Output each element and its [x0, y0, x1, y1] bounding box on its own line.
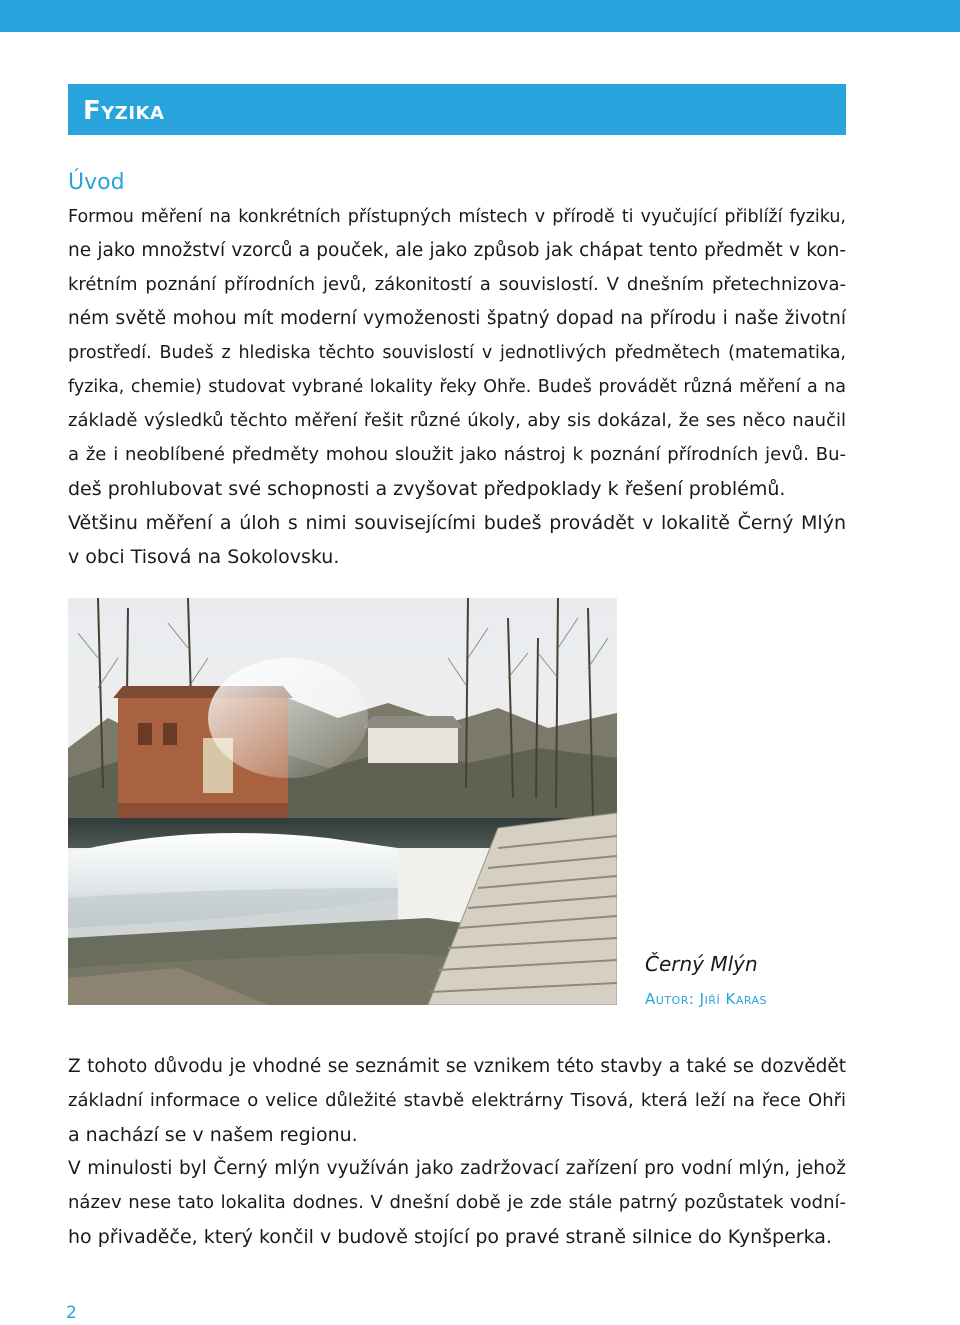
intro-line: Většinu měření a úloh s nimi souvisejícími budeš provádět v lokalitě Černý Mlýn	[68, 512, 846, 534]
body-paragraph	[68, 1050, 846, 1254]
intro-paragraph	[68, 200, 846, 574]
intro-heading: Úvod	[68, 170, 125, 195]
body-line: a nachází se v našem regionu.	[68, 1124, 358, 1146]
intro-line: fyzika, chemie) studovat vybrané lokality řeky Ohře. Budeš provádět různá měření a na	[68, 377, 846, 397]
top-accent-bar	[0, 0, 960, 32]
page-number: 2	[66, 1303, 77, 1323]
intro-line: krétním poznání přírodních jevů, zákonitostí a souvislostí. V dnešním přetechnizova-	[68, 274, 846, 295]
intro-line: Formou měření na konkrétních přístupných místech v přírodě ti vyučující přiblíží fyziku,	[68, 207, 846, 227]
photo-caption-title: Černý Mlýn	[645, 952, 758, 976]
intro-line: deš prohlubovat své schopnosti a zvyšovat předpoklady k řešení problémů.	[68, 478, 786, 500]
body-line: ho přivaděče, který končil v budově stojící po pravé straně silnice do Kynšperka.	[68, 1226, 832, 1248]
body-line: V minulosti byl Černý mlýn využíván jako zadržovací zařízení pro vodní mlýn, jehož	[68, 1158, 846, 1179]
photo-caption-author: Autor: Jiří Karas	[645, 990, 768, 1008]
intro-line: ném světě mohou mít moderní vymoženosti špatný dopad na přírodu i naše životní	[68, 308, 846, 329]
section-title: Fyzika	[83, 96, 165, 126]
intro-line: a že i neoblíbené předměty mohou sloužit jako nástroj k poznání přírodních jevů. Bu-	[68, 444, 846, 465]
intro-line: základě výsledků těchto měření řešit různé úkoly, aby sis dokázal, že ses něco naučil	[68, 410, 846, 431]
intro-line: ne jako množství vzorců a pouček, ale jako způsob jak chápat tento předmět v kon-	[68, 240, 846, 261]
body-line: název nese tato lokalita dodnes. V dnešní době je zde stále patrný pozůstatek vodní-	[68, 1192, 846, 1213]
section-banner	[68, 84, 846, 135]
body-line: Z tohoto důvodu je vhodné se seznámit se vznikem této stavby a také se dozvědět	[68, 1056, 846, 1077]
body-line: základní informace o velice důležité stavbě elektrárny Tisová, která leží na řece Ohři	[68, 1090, 846, 1111]
weir-photo	[68, 598, 617, 1005]
intro-line: v obci Tisová na Sokolovsku.	[68, 546, 340, 568]
intro-line: prostředí. Budeš z hlediska těchto souvislostí v jednotlivých předmětech (matematika,	[68, 343, 846, 363]
